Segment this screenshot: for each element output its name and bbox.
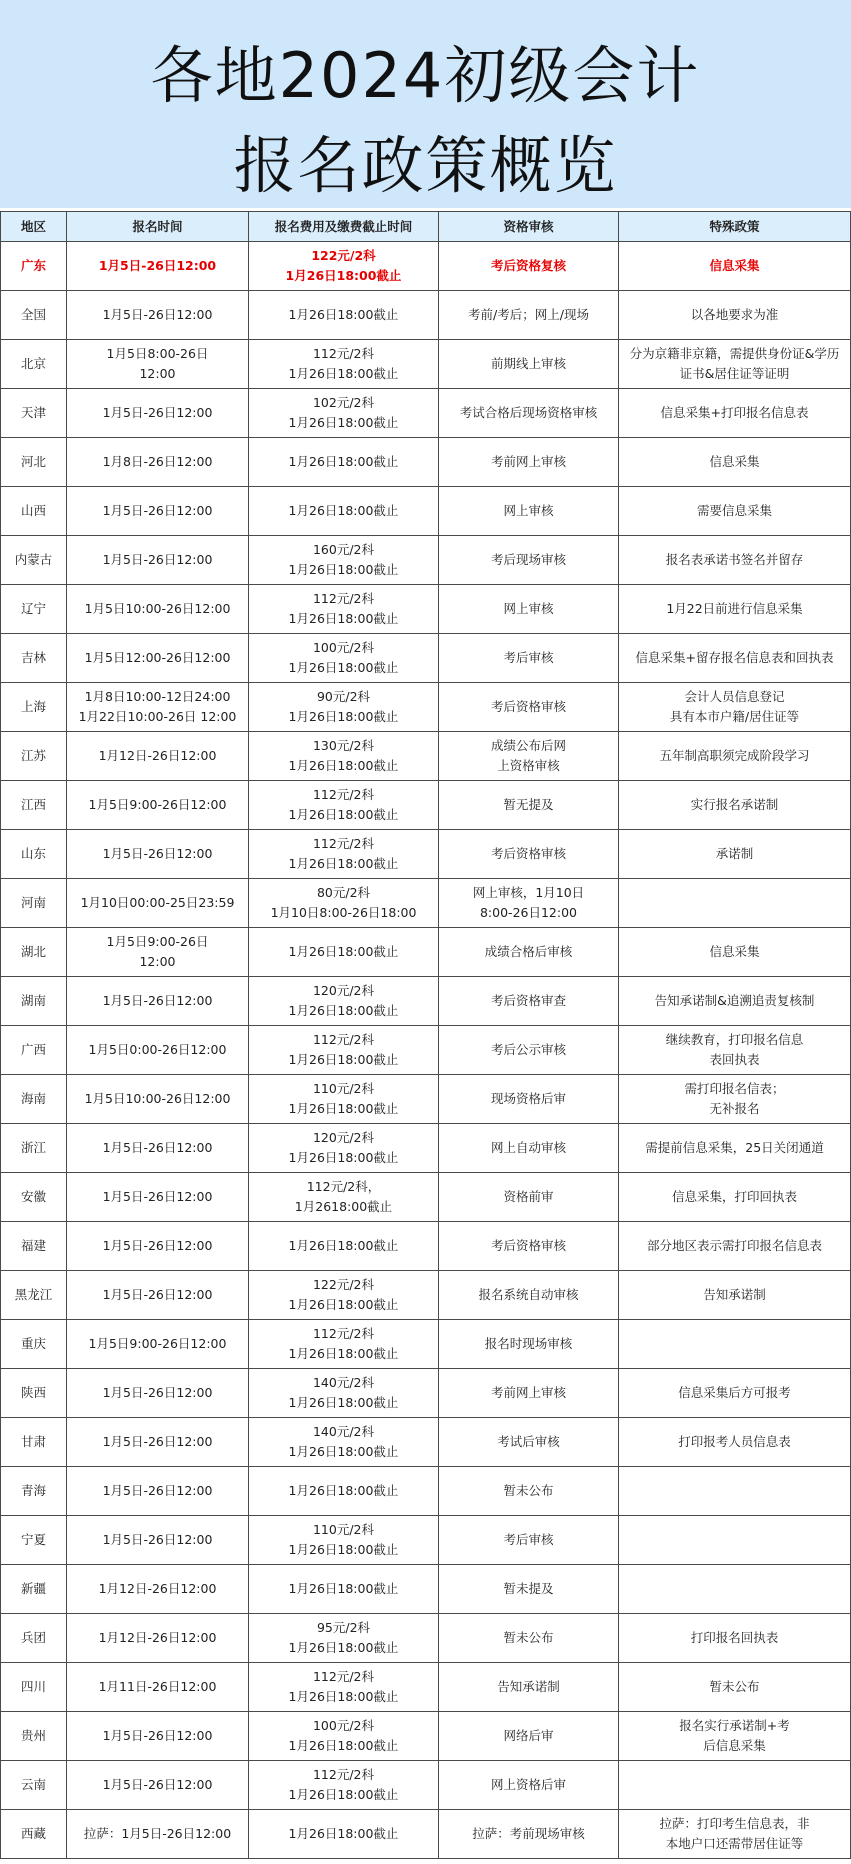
- cell-region: 福建: [1, 1222, 67, 1271]
- cell-fee: 130元/2科 1月26日18:00截止: [249, 732, 439, 781]
- cell-policy: [619, 1516, 851, 1565]
- cell-review: 暂无提及: [439, 781, 619, 830]
- table-row: [1, 340, 851, 389]
- cell-policy: 信息采集后方可报考: [619, 1369, 851, 1418]
- table-row: [1, 1271, 851, 1320]
- cell-region: 安徽: [1, 1173, 67, 1222]
- cell-policy: [619, 1761, 851, 1810]
- cell-fee: 1月26日18:00截止: [249, 1467, 439, 1516]
- cell-review: 报名时现场审核: [439, 1320, 619, 1369]
- cell-fee: 1月26日18:00截止: [249, 487, 439, 536]
- cell-review: 网上自动审核: [439, 1124, 619, 1173]
- cell-time: 1月5日-26日12:00: [67, 830, 249, 879]
- table-row: [1, 1810, 851, 1859]
- cell-time: 1月5日0:00-26日12:00: [67, 1026, 249, 1075]
- cell-policy: 以各地要求为准: [619, 291, 851, 340]
- cell-fee: 1月26日18:00截止: [249, 438, 439, 487]
- cell-review: 告知承诺制: [439, 1663, 619, 1712]
- cell-fee: 112元/2科， 1月2618:00截止: [249, 1173, 439, 1222]
- cell-time: 1月5日-26日12:00: [67, 1173, 249, 1222]
- cell-fee: 100元/2科 1月26日18:00截止: [249, 1712, 439, 1761]
- cell-policy: 报名表承诺书签名并留存: [619, 536, 851, 585]
- cell-fee: 112元/2科 1月26日18:00截止: [249, 1663, 439, 1712]
- table-row: [1, 781, 851, 830]
- cell-review: 考前网上审核: [439, 438, 619, 487]
- cell-review: 成绩公布后网 上资格审核: [439, 732, 619, 781]
- cell-time: 1月5日9:00-26日12:00: [67, 1320, 249, 1369]
- table-row: [1, 291, 851, 340]
- page-title-line2: 报名政策概览: [233, 129, 618, 202]
- cell-policy: 会计人员信息登记 具有本市户籍/居住证等: [619, 683, 851, 732]
- table-row: [1, 536, 851, 585]
- table-row: [1, 1516, 851, 1565]
- cell-review: 考后资格审查: [439, 977, 619, 1026]
- cell-region: 北京: [1, 340, 67, 389]
- table-row: [1, 1614, 851, 1663]
- cell-fee: 112元/2科 1月26日18:00截止: [249, 340, 439, 389]
- cell-policy: 信息采集，打印回执表: [619, 1173, 851, 1222]
- cell-review: 现场资格后审: [439, 1075, 619, 1124]
- cell-fee: 112元/2科 1月26日18:00截止: [249, 1026, 439, 1075]
- table-row: [1, 1418, 851, 1467]
- cell-region: 广西: [1, 1026, 67, 1075]
- table-row: [1, 928, 851, 977]
- cell-fee: 112元/2科 1月26日18:00截止: [249, 585, 439, 634]
- cell-time: 1月5日10:00-26日12:00: [67, 1075, 249, 1124]
- cell-time: 1月12日-26日12:00: [67, 732, 249, 781]
- table-row: [1, 242, 851, 291]
- cell-policy: 暂未公布: [619, 1663, 851, 1712]
- cell-fee: 140元/2科 1月26日18:00截止: [249, 1369, 439, 1418]
- header-policy: 特殊政策: [619, 212, 851, 242]
- cell-region: 青海: [1, 1467, 67, 1516]
- cell-time: 1月5日-26日12:00: [67, 1516, 249, 1565]
- cell-time: 1月5日-26日12:00: [67, 1712, 249, 1761]
- cell-fee: 100元/2科 1月26日18:00截止: [249, 634, 439, 683]
- table-row: [1, 1026, 851, 1075]
- table-row: [1, 732, 851, 781]
- cell-region: 陕西: [1, 1369, 67, 1418]
- cell-review: 考后资格审核: [439, 830, 619, 879]
- cell-review: 网上审核，1月10日 8:00-26日12:00: [439, 879, 619, 928]
- cell-region: 山东: [1, 830, 67, 879]
- cell-fee: 112元/2科 1月26日18:00截止: [249, 830, 439, 879]
- cell-fee: 95元/2科 1月26日18:00截止: [249, 1614, 439, 1663]
- cell-fee: 1月26日18:00截止: [249, 1565, 439, 1614]
- cell-policy: 需提前信息采集，25日关闭通道: [619, 1124, 851, 1173]
- cell-region: 河南: [1, 879, 67, 928]
- table-row: [1, 977, 851, 1026]
- cell-fee: 112元/2科 1月26日18:00截止: [249, 781, 439, 830]
- cell-region: 湖北: [1, 928, 67, 977]
- cell-review: 暂未提及: [439, 1565, 619, 1614]
- cell-time: 1月5日-26日12:00: [67, 1761, 249, 1810]
- cell-policy: 部分地区表示需打印报名信息表: [619, 1222, 851, 1271]
- cell-region: 全国: [1, 291, 67, 340]
- table-row: [1, 1467, 851, 1516]
- cell-region: 新疆: [1, 1565, 67, 1614]
- cell-fee: 1月26日18:00截止: [249, 1222, 439, 1271]
- table-row: [1, 634, 851, 683]
- cell-time: 1月5日-26日12:00: [67, 977, 249, 1026]
- cell-region: 西藏: [1, 1810, 67, 1859]
- cell-time: 1月5日8:00-26日 12:00: [67, 340, 249, 389]
- cell-fee: 80元/2科 1月10日8:00-26日18:00: [249, 879, 439, 928]
- cell-policy: 继续教育，打印报名信息 表回执表: [619, 1026, 851, 1075]
- cell-time: 1月12日-26日12:00: [67, 1565, 249, 1614]
- cell-region: 广东: [1, 242, 67, 291]
- table-row: [1, 1320, 851, 1369]
- cell-time: 1月5日-26日12:00: [67, 291, 249, 340]
- cell-region: 黑龙江: [1, 1271, 67, 1320]
- cell-policy: 分为京籍非京籍，需提供身份证&学历 证书&居住证等证明: [619, 340, 851, 389]
- table-row: [1, 487, 851, 536]
- cell-policy: 打印报名回执表: [619, 1614, 851, 1663]
- cell-time: 1月5日-26日12:00: [67, 1124, 249, 1173]
- table-row: [1, 438, 851, 487]
- cell-region: 吉林: [1, 634, 67, 683]
- cell-region: 江苏: [1, 732, 67, 781]
- cell-time: 1月11日-26日12:00: [67, 1663, 249, 1712]
- cell-policy: [619, 879, 851, 928]
- cell-region: 云南: [1, 1761, 67, 1810]
- cell-policy: 告知承诺制: [619, 1271, 851, 1320]
- table-row: [1, 1369, 851, 1418]
- header-time: 报名时间: [67, 212, 249, 242]
- cell-policy: 信息采集: [619, 928, 851, 977]
- cell-review: 考后资格审核: [439, 1222, 619, 1271]
- cell-review: 考试合格后现场资格审核: [439, 389, 619, 438]
- cell-time: 1月5日-26日12:00: [67, 536, 249, 585]
- cell-review: 成绩合格后审核: [439, 928, 619, 977]
- cell-review: 网上审核: [439, 585, 619, 634]
- cell-fee: 160元/2科 1月26日18:00截止: [249, 536, 439, 585]
- table-row: [1, 683, 851, 732]
- cell-review: 网上审核: [439, 487, 619, 536]
- cell-time: 1月10日00:00-25日23:59: [67, 879, 249, 928]
- table-row: [1, 1222, 851, 1271]
- cell-policy: 打印报考人员信息表: [619, 1418, 851, 1467]
- cell-policy: 五年制高职须完成阶段学习: [619, 732, 851, 781]
- cell-review: 考后审核: [439, 1516, 619, 1565]
- cell-region: 上海: [1, 683, 67, 732]
- cell-fee: 112元/2科 1月26日18:00截止: [249, 1761, 439, 1810]
- cell-region: 甘肃: [1, 1418, 67, 1467]
- cell-region: 天津: [1, 389, 67, 438]
- cell-region: 河北: [1, 438, 67, 487]
- table-row: [1, 1712, 851, 1761]
- cell-time: 1月5日9:00-26日 12:00: [67, 928, 249, 977]
- table-row: [1, 1173, 851, 1222]
- cell-fee: 120元/2科 1月26日18:00截止: [249, 977, 439, 1026]
- page-title-line1: 各地2024初级会计: [150, 39, 701, 112]
- cell-fee: 102元/2科 1月26日18:00截止: [249, 389, 439, 438]
- cell-policy: [619, 1320, 851, 1369]
- cell-fee: 1月26日18:00截止: [249, 291, 439, 340]
- cell-policy: [619, 1565, 851, 1614]
- cell-policy: 信息采集+打印报名信息表: [619, 389, 851, 438]
- cell-region: 海南: [1, 1075, 67, 1124]
- cell-fee: 90元/2科 1月26日18:00截止: [249, 683, 439, 732]
- cell-time: 1月5日-26日12:00: [67, 1369, 249, 1418]
- cell-time: 1月5日-26日12:00: [67, 1271, 249, 1320]
- cell-region: 四川: [1, 1663, 67, 1712]
- cell-review: 报名系统自动审核: [439, 1271, 619, 1320]
- cell-time: 1月5日-26日12:00: [67, 1467, 249, 1516]
- cell-review: 考前网上审核: [439, 1369, 619, 1418]
- cell-region: 辽宁: [1, 585, 67, 634]
- cell-policy: 信息采集+留存报名信息表和回执表: [619, 634, 851, 683]
- cell-fee: 1月26日18:00截止: [249, 1810, 439, 1859]
- table-row: [1, 830, 851, 879]
- cell-review: 拉萨：考前现场审核: [439, 1810, 619, 1859]
- cell-time: 1月8日-26日12:00: [67, 438, 249, 487]
- cell-time: 1月5日-26日12:00: [67, 242, 249, 291]
- table-body: [1, 242, 851, 1859]
- cell-time: 1月5日12:00-26日12:00: [67, 634, 249, 683]
- cell-region: 兵团: [1, 1614, 67, 1663]
- cell-policy: 信息采集: [619, 242, 851, 291]
- cell-review: 前期线上审核: [439, 340, 619, 389]
- table-row: [1, 1663, 851, 1712]
- cell-time: 1月5日-26日12:00: [67, 389, 249, 438]
- cell-policy: 实行报名承诺制: [619, 781, 851, 830]
- cell-review: 考后审核: [439, 634, 619, 683]
- cell-region: 山西: [1, 487, 67, 536]
- table-row: [1, 1761, 851, 1810]
- cell-review: 考后资格审核: [439, 683, 619, 732]
- cell-policy: 告知承诺制&追溯追责复核制: [619, 977, 851, 1026]
- table-row: [1, 879, 851, 928]
- cell-region: 内蒙古: [1, 536, 67, 585]
- cell-time: 1月5日-26日12:00: [67, 1418, 249, 1467]
- cell-review: 网上资格后审: [439, 1761, 619, 1810]
- cell-region: 宁夏: [1, 1516, 67, 1565]
- table-row: [1, 1124, 851, 1173]
- cell-time: 1月5日-26日12:00: [67, 1222, 249, 1271]
- cell-review: 暂未公布: [439, 1467, 619, 1516]
- cell-fee: 112元/2科 1月26日18:00截止: [249, 1320, 439, 1369]
- cell-region: 贵州: [1, 1712, 67, 1761]
- cell-region: 江西: [1, 781, 67, 830]
- cell-review: 网络后审: [439, 1712, 619, 1761]
- cell-review: 考后资格复核: [439, 242, 619, 291]
- cell-policy: 承诺制: [619, 830, 851, 879]
- cell-review: 暂未公布: [439, 1614, 619, 1663]
- cell-fee: 120元/2科 1月26日18:00截止: [249, 1124, 439, 1173]
- table-row: [1, 1565, 851, 1614]
- header-region: 地区: [1, 212, 67, 242]
- cell-time: 1月5日-26日12:00: [67, 487, 249, 536]
- table-header-row: [1, 212, 851, 242]
- cell-region: 重庆: [1, 1320, 67, 1369]
- table-row: [1, 389, 851, 438]
- cell-fee: 140元/2科 1月26日18:00截止: [249, 1418, 439, 1467]
- cell-review: 考后现场审核: [439, 536, 619, 585]
- cell-policy: 报名实行承诺制+考 后信息采集: [619, 1712, 851, 1761]
- header-fee: 报名费用及缴费截止时间: [249, 212, 439, 242]
- cell-policy: 1月22日前进行信息采集: [619, 585, 851, 634]
- cell-region: 浙江: [1, 1124, 67, 1173]
- header-review: 资格审核: [439, 212, 619, 242]
- cell-fee: 122元/2科 1月26日18:00截止: [249, 1271, 439, 1320]
- cell-fee: 122元/2科 1月26日18:00截止: [249, 242, 439, 291]
- cell-review: 考后公示审核: [439, 1026, 619, 1075]
- cell-fee: 1月26日18:00截止: [249, 928, 439, 977]
- cell-policy: 拉萨：打印考生信息表，非 本地户口还需带居住证等: [619, 1810, 851, 1859]
- table-row: [1, 585, 851, 634]
- cell-time: 拉萨：1月5日-26日12:00: [67, 1810, 249, 1859]
- header-banner: [0, 0, 851, 208]
- cell-policy: 需打印报名信表； 无补报名: [619, 1075, 851, 1124]
- cell-policy: 信息采集: [619, 438, 851, 487]
- cell-region: 湖南: [1, 977, 67, 1026]
- cell-time: 1月8日10:00-12日24:00 1月22日10:00-26日 12:00: [67, 683, 249, 732]
- cell-review: 资格前审: [439, 1173, 619, 1222]
- cell-policy: 需要信息采集: [619, 487, 851, 536]
- cell-fee: 110元/2科 1月26日18:00截止: [249, 1516, 439, 1565]
- policy-table: [0, 211, 851, 1859]
- cell-fee: 110元/2科 1月26日18:00截止: [249, 1075, 439, 1124]
- cell-time: 1月12日-26日12:00: [67, 1614, 249, 1663]
- cell-review: 考前/考后；网上/现场: [439, 291, 619, 340]
- cell-review: 考试后审核: [439, 1418, 619, 1467]
- cell-time: 1月5日10:00-26日12:00: [67, 585, 249, 634]
- cell-time: 1月5日9:00-26日12:00: [67, 781, 249, 830]
- table-row: [1, 1075, 851, 1124]
- cell-policy: [619, 1467, 851, 1516]
